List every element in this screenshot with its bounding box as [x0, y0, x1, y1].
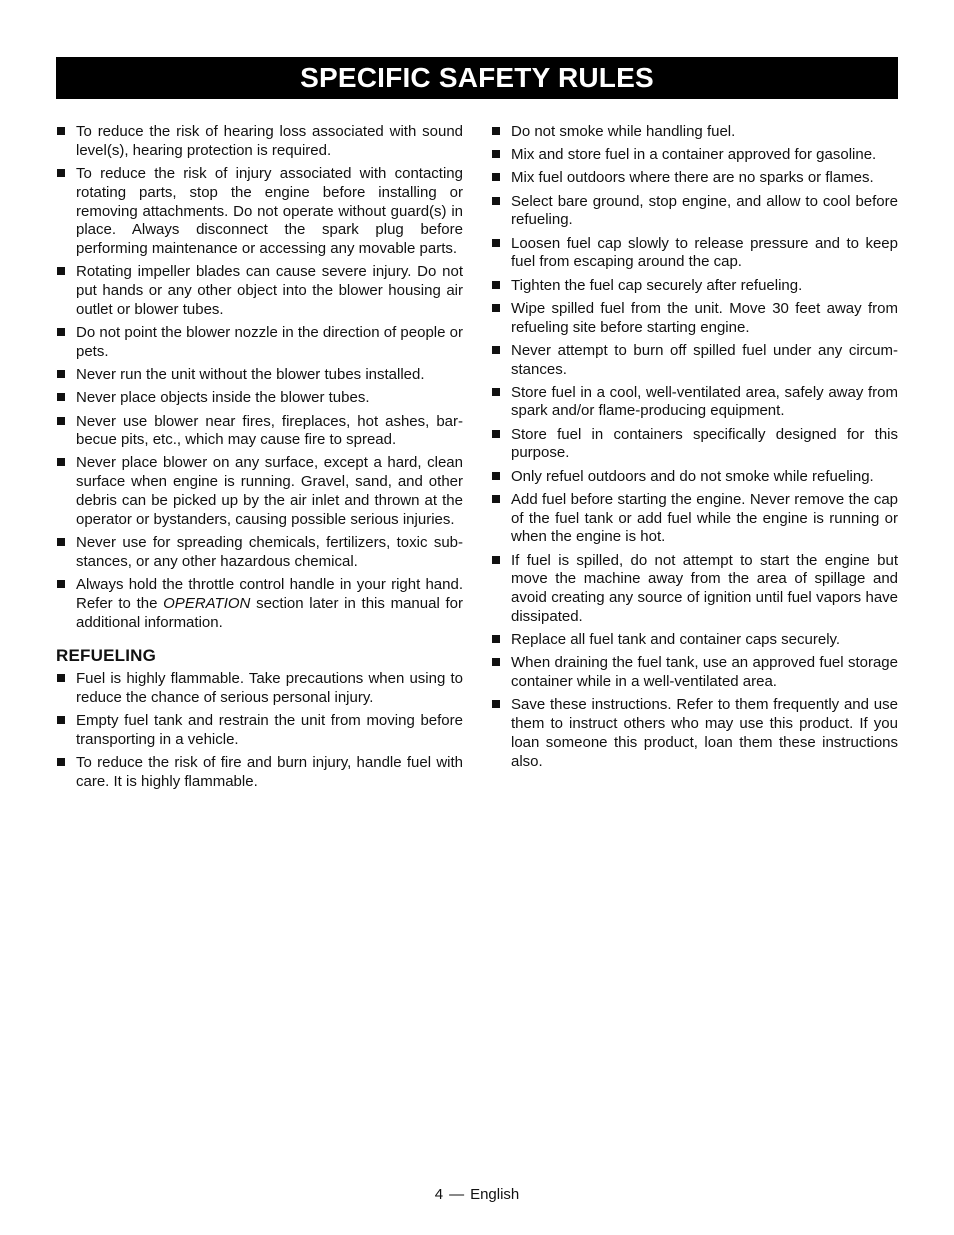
- rule-text-start: Always hold the throttle control handle in your right hand. Refer to the: [76, 576, 463, 612]
- left-column: [56, 123, 463, 796]
- list-item: [56, 165, 463, 259]
- rule-text: Empty fuel tank and restrain the unit from moving before transporting in a vehicle.: [76, 712, 463, 749]
- refueling-rules-list: [56, 670, 463, 792]
- rule-text: Never use for spreading chemicals, fertilizers, toxic sub-stances, or any other hazardous chemical.: [76, 534, 463, 570]
- square-bullet-icon: [492, 150, 500, 158]
- title-bar: [56, 57, 898, 99]
- list-item: [56, 263, 463, 319]
- list-item: [491, 654, 898, 692]
- rule-text: Only refuel outdoors and do not smoke while refueling.: [511, 467, 874, 485]
- list-item: [56, 366, 463, 385]
- rule-text: Never place objects inside the blower tubes.: [76, 389, 370, 407]
- rule-text: Never place blower on any surface, except a hard, clean surface when engine is running. Gravel, sand, and other debris can be picked up by the air inlet and thrown at the operator or bystanders, causing possible serious injuries.: [76, 454, 463, 528]
- square-bullet-icon: [57, 169, 65, 177]
- square-bullet-icon: [57, 674, 65, 682]
- rule-text: To reduce the risk of hearing loss associated with sound level(s), hearing protection is required.: [76, 123, 463, 159]
- left-rules-list: [56, 123, 463, 632]
- operation-section-reference: OPERATION: [163, 594, 251, 612]
- list-item: [56, 534, 463, 572]
- list-item: [56, 670, 463, 708]
- list-item: [491, 193, 898, 231]
- rule-text: Wipe spilled fuel from the unit. Move 30 feet away from refueling site before starting engine.: [511, 299, 898, 336]
- square-bullet-icon: [57, 580, 65, 588]
- square-bullet-icon: [492, 495, 500, 503]
- square-bullet-icon: [492, 127, 500, 135]
- rule-text: To reduce the risk of fire and burn injury, handle fuel with care. It is highly flammable.: [76, 754, 463, 791]
- list-item: [491, 277, 898, 296]
- rule-text: When draining the fuel tank, use an approved fuel storage container while in a well-ventilated area.: [511, 654, 898, 691]
- list-item: [491, 696, 898, 771]
- square-bullet-icon: [57, 370, 65, 378]
- list-item: [491, 552, 898, 627]
- rule-text: Store fuel in containers specifically designed for this purpose.: [511, 425, 898, 462]
- rule-text: If fuel is spilled, do not attempt to start the engine but move the machine away from the area of spillage and avoid creating any source of ignition until fuel vapors have dissipated.: [511, 551, 898, 626]
- list-item: [491, 384, 898, 422]
- page-title: SPECIFIC SAFETY RULES: [300, 62, 654, 93]
- rule-text: Tighten the fuel cap securely after refueling.: [511, 276, 803, 294]
- rule-text: Do not smoke while handling fuel.: [511, 123, 736, 140]
- rule-text-end: section later in this manual for additional information.: [76, 594, 463, 631]
- rule-text: Mix fuel outdoors where there are no sparks or flames.: [511, 169, 874, 187]
- square-bullet-icon: [57, 538, 65, 546]
- list-item: [491, 631, 898, 650]
- list-item: [56, 576, 463, 632]
- rule-text: To reduce the risk of injury associated with contacting rotating parts, stop the engine before installing or removing attachments. Do not operate without guard(s) in place. Always disconnect the spark plug before performing maintenance or accessing any movable parts.: [76, 164, 463, 258]
- footer-separator: —: [449, 1186, 465, 1203]
- list-item: [491, 491, 898, 547]
- square-bullet-icon: [492, 700, 500, 708]
- list-item: [56, 712, 463, 750]
- list-item: [491, 146, 898, 165]
- list-item: [491, 300, 898, 338]
- rule-text: Do not point the blower nozzle in the direction of people or pets.: [76, 324, 463, 360]
- rule-text: Select bare ground, stop engine, and allow to cool before refueling.: [511, 192, 898, 229]
- square-bullet-icon: [492, 197, 500, 205]
- square-bullet-icon: [492, 239, 500, 247]
- square-bullet-icon: [57, 417, 65, 425]
- square-bullet-icon: [492, 173, 500, 181]
- square-bullet-icon: [492, 388, 500, 396]
- list-item: [491, 123, 898, 142]
- list-item: [491, 169, 898, 188]
- square-bullet-icon: [57, 758, 65, 766]
- square-bullet-icon: [57, 458, 65, 466]
- page-footer: [0, 1186, 954, 1203]
- rule-text: Store fuel in a cool, well-ventilated area, safely away from spark and/or flame-producing equipment.: [511, 383, 898, 420]
- list-item: [56, 754, 463, 792]
- rule-text: Never run the unit without the blower tubes installed.: [76, 366, 425, 384]
- list-item: [56, 454, 463, 529]
- square-bullet-icon: [492, 556, 500, 564]
- list-item: [491, 342, 898, 380]
- square-bullet-icon: [492, 472, 500, 480]
- page-number: 4: [434, 1186, 444, 1203]
- square-bullet-icon: [57, 328, 65, 336]
- square-bullet-icon: [57, 716, 65, 724]
- rule-text: Add fuel before starting the engine. Never remove the cap of the fuel tank or add fuel while the engine is running or when the engine is hot.: [511, 490, 898, 546]
- square-bullet-icon: [492, 635, 500, 643]
- list-item: [56, 413, 463, 451]
- square-bullet-icon: [492, 430, 500, 438]
- rule-text: Never use blower near fires, fireplaces, hot ashes, bar-becue pits, etc., which may cause fire to spread.: [76, 412, 463, 449]
- rule-text: Never attempt to burn off spilled fuel under any circum-stances.: [511, 341, 898, 378]
- right-rules-list: [491, 123, 898, 772]
- square-bullet-icon: [57, 393, 65, 401]
- footer-language: English: [470, 1186, 520, 1203]
- list-item: [491, 426, 898, 464]
- refueling-heading: REFUELING: [56, 646, 157, 666]
- square-bullet-icon: [57, 267, 65, 275]
- rule-text: Fuel is highly flammable. Take precautions when using to reduce the chance of serious personal injury.: [76, 670, 463, 707]
- square-bullet-icon: [57, 127, 65, 135]
- rule-text: Save these instructions. Refer to them frequently and use them to instruct others who may use this product. If you loan someone this product, loan them these instructions also.: [511, 696, 898, 770]
- list-item: [56, 123, 463, 161]
- rule-text: Mix and store fuel in a container approved for gasoline.: [511, 146, 877, 164]
- right-column: [491, 123, 898, 776]
- rule-text: Loosen fuel cap slowly to release pressure and to keep fuel from escaping around the cap.: [511, 234, 898, 271]
- square-bullet-icon: [492, 304, 500, 312]
- rule-text: Replace all fuel tank and container caps securely.: [511, 631, 841, 649]
- list-item: [56, 389, 463, 408]
- list-item: [56, 324, 463, 362]
- square-bullet-icon: [492, 658, 500, 666]
- rule-text: Rotating impeller blades can cause severe injury. Do not put hands or any other object into the blower housing air outlet or blower tubes.: [76, 263, 463, 318]
- list-item: [491, 235, 898, 273]
- square-bullet-icon: [492, 346, 500, 354]
- square-bullet-icon: [492, 281, 500, 289]
- list-item: [491, 468, 898, 487]
